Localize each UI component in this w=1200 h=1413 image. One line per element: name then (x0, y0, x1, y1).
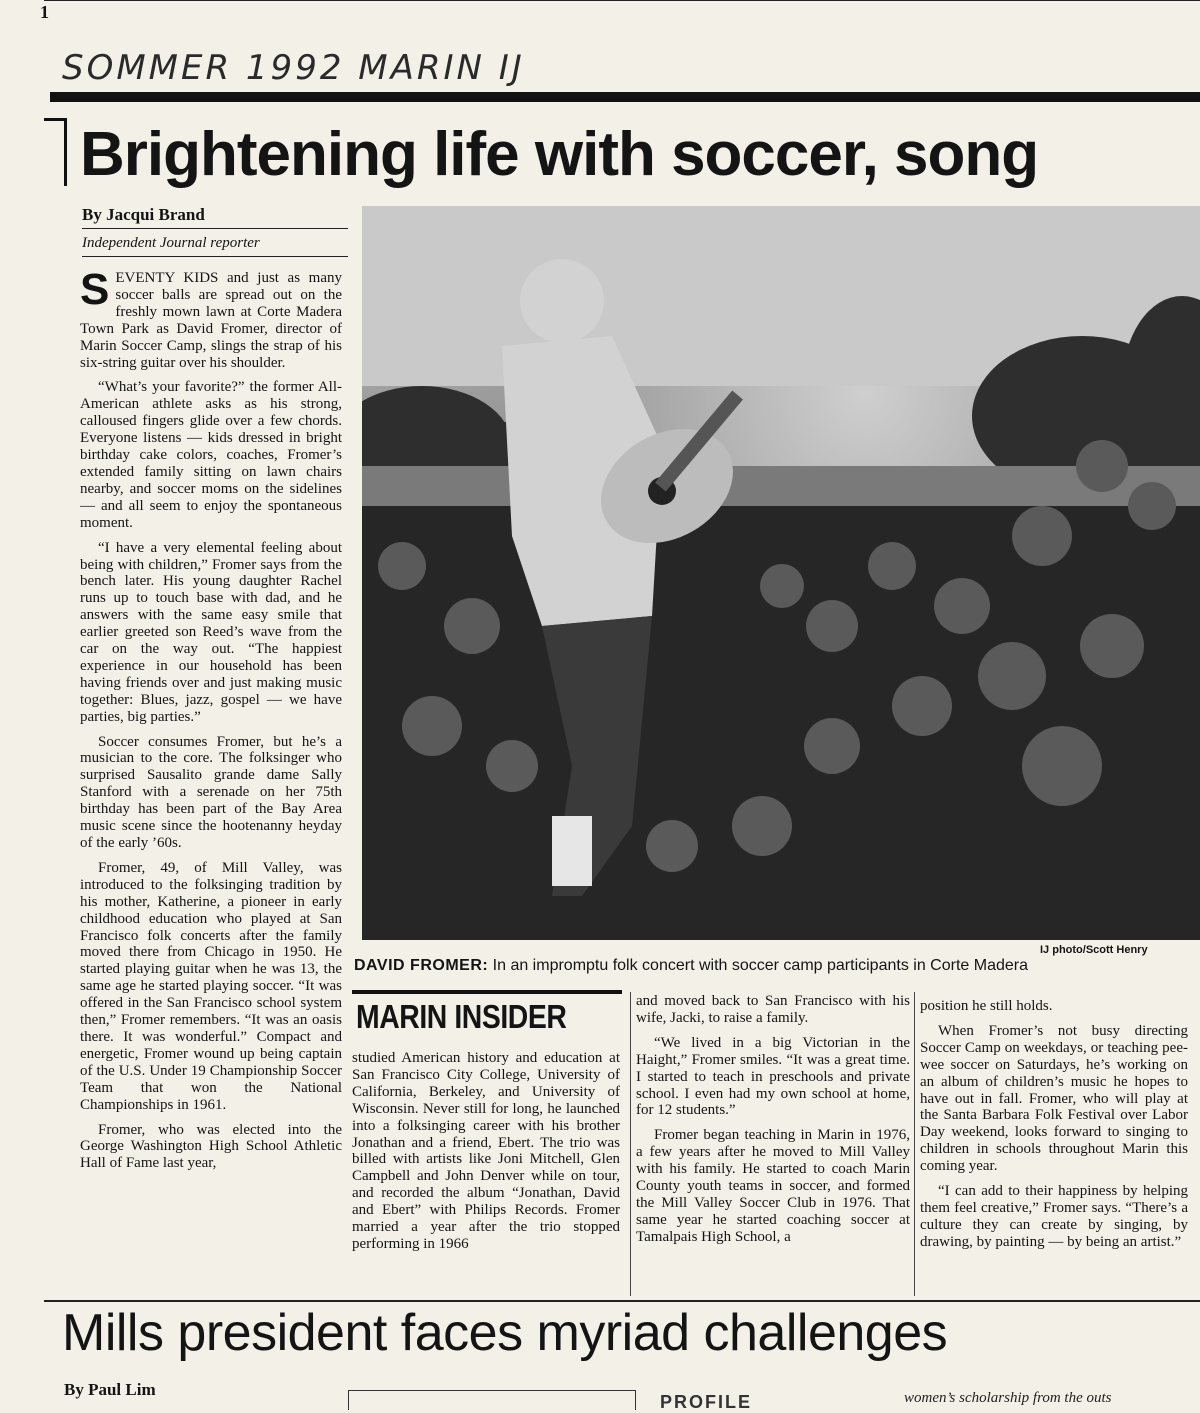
article-column-3 (636, 993, 910, 1295)
next-article-profile-label: PROFILE (660, 1392, 753, 1412)
paragraph: position he still holds. (920, 998, 1053, 1014)
affiliation-rule (82, 256, 348, 257)
photo-illustration (362, 206, 1200, 940)
lead-paragraph (80, 270, 342, 371)
next-article-headline: Mills president faces myriad challenges (62, 1304, 948, 1362)
caption-name: DAVID FROMER: (354, 957, 489, 974)
next-article-text-fragment: women’s scholarship from the outs (904, 1390, 1112, 1406)
article-column-1 (80, 270, 342, 1300)
article-photo (362, 206, 1200, 940)
article-column-4 (920, 998, 1188, 1296)
column-divider (630, 992, 631, 1296)
article-byline: By Jacqui Brand (82, 205, 205, 224)
paragraph: “I can add to their happiness by helping them feel creative,” Fromer says. “There’s a culture they can create by singing, by drawing, by painting — by being an artist.” (920, 1183, 1188, 1250)
corner-mark-vertical (64, 118, 67, 186)
paragraph: studied American history and education at San Francisco City College, University of California, Berkeley, and University of Wisconsin. Never still for long, he launched into a folksinging career with his brother Jonathan and a friend, Ebert. The trio was billed with artists like Joni Mitchell, Glen Campbell and John Denver while on tour, and recorded the album “Jonathan, David and Ebert” with Philips Records. Fromer married a year after the trio stopped performing in 1966 (352, 1050, 620, 1252)
corner-mark (44, 118, 66, 121)
paragraph: and moved back to San Francisco with his wife, Jacki, to raise a family. (636, 993, 910, 1026)
next-article-photo-frame (348, 1390, 636, 1410)
handwritten-note: SOMMER 1992 MARIN IJ (62, 48, 525, 88)
paragraph: Fromer began teaching in Marin in 1976, a few years after he moved to Mill Valley with his family. He started to coach Marin County youth teams in soccer, and formed the Mill Valley Soccer Club in 1976. That same year he started coaching soccer at Tamalpais High School, a (636, 1127, 910, 1245)
caption-text: In an impromptu folk concert with soccer camp participants in Corte Madera (488, 957, 1028, 974)
photo-credit: IJ photo/Scott Henry (1040, 944, 1148, 956)
paragraph: Soccer consumes Fromer, but he’s a musician to the core. The folksinger who surprised Sausalito grande dame Sally Stanford with a serenade on her 75th birthday has been part of the Bay Area music scene since the hootenanny heyday of the early ’60s. (80, 733, 342, 851)
paragraph: Fromer, who was elected into the George Washington High School Athletic Hall of Fame last year, (80, 1121, 342, 1172)
paragraph: “We lived in a big Victorian in the Haight,” Fromer smiles. “It was a great time. I started to teach in preschools and private school. I even had my own school at home, for 12 students.” (636, 1034, 910, 1119)
drop-cap: S (80, 270, 110, 314)
section-rule (50, 92, 1200, 102)
paragraph: Fromer, 49, of Mill Valley, was introduced to the folksinging tradition by his mother, Katherine, a pioneer in early childhood education who played at San Francisco folk concerts after the family moved there from Chicago in 1950. He started playing guitar when he was 13, the same age he started playing soccer. “It was offered in the San Francisco school system then,” Fromer remembers. “It was an oasis there. It was wonderful.” Compact and energetic, Fromer wound up being captain of the U.S. Under 19 Championship Soccer Team that won the National Championships in 1961. (80, 859, 342, 1113)
page-number: 1 (40, 2, 49, 22)
paragraph: “What’s your favorite?” the former All-American athlete asks as his strong, calloused fingers glide over a few chords. Everyone listens — kids dressed in bright birthday cake colors, coaches, Fromer’s extended family sitting on lawn chairs nearby, and soccer moms on the sidelines — and all seem to enjoy the spontaneous moment. (80, 379, 342, 531)
byline-rule (82, 228, 348, 229)
paragraph: When Fromer’s not busy directing Soccer Camp on weekdays, or teaching pee-wee soccer on Saturdays, he’s working on an album of children’s music he hopes to have out in fall. Fromer, who will play at the Santa Barbara Folk Festival over Labor Day weekend, looks forward to singing to children in schools throughout Marin this coming year. (920, 1022, 1188, 1175)
top-rule (44, 0, 1200, 1)
paragraph-text: EVENTY KIDS and just as many soccer balls are spread out on the freshly mown lawn at Corte Madera Town Park as David Fromer, director of Marin Soccer Camp, slings the strap of his six-string guitar over his shoulder. (80, 270, 342, 371)
article-affiliation: Independent Journal reporter (82, 235, 260, 251)
photo-caption (354, 957, 1194, 975)
column-label-rule (352, 990, 622, 994)
column-divider (914, 992, 915, 1296)
article-headline: Brightening life with soccer, song (80, 120, 1039, 189)
column-label: MARIN INSIDER (356, 998, 567, 1035)
next-article-byline: By Paul Lim (64, 1380, 156, 1399)
article-column-2 (352, 1050, 620, 1295)
paragraph: “I have a very elemental feeling about being with children,” Fromer says from the bench later. His young daughter Rachel runs up to touch base with dad, and he answers with the same easy smile that earlier greeted son Reed’s wave from the car on the way out. “The happiest experience in our household has been having friends over and just making music together: Blues, jazz, gospel — we have parties, big parties.” (80, 539, 342, 725)
